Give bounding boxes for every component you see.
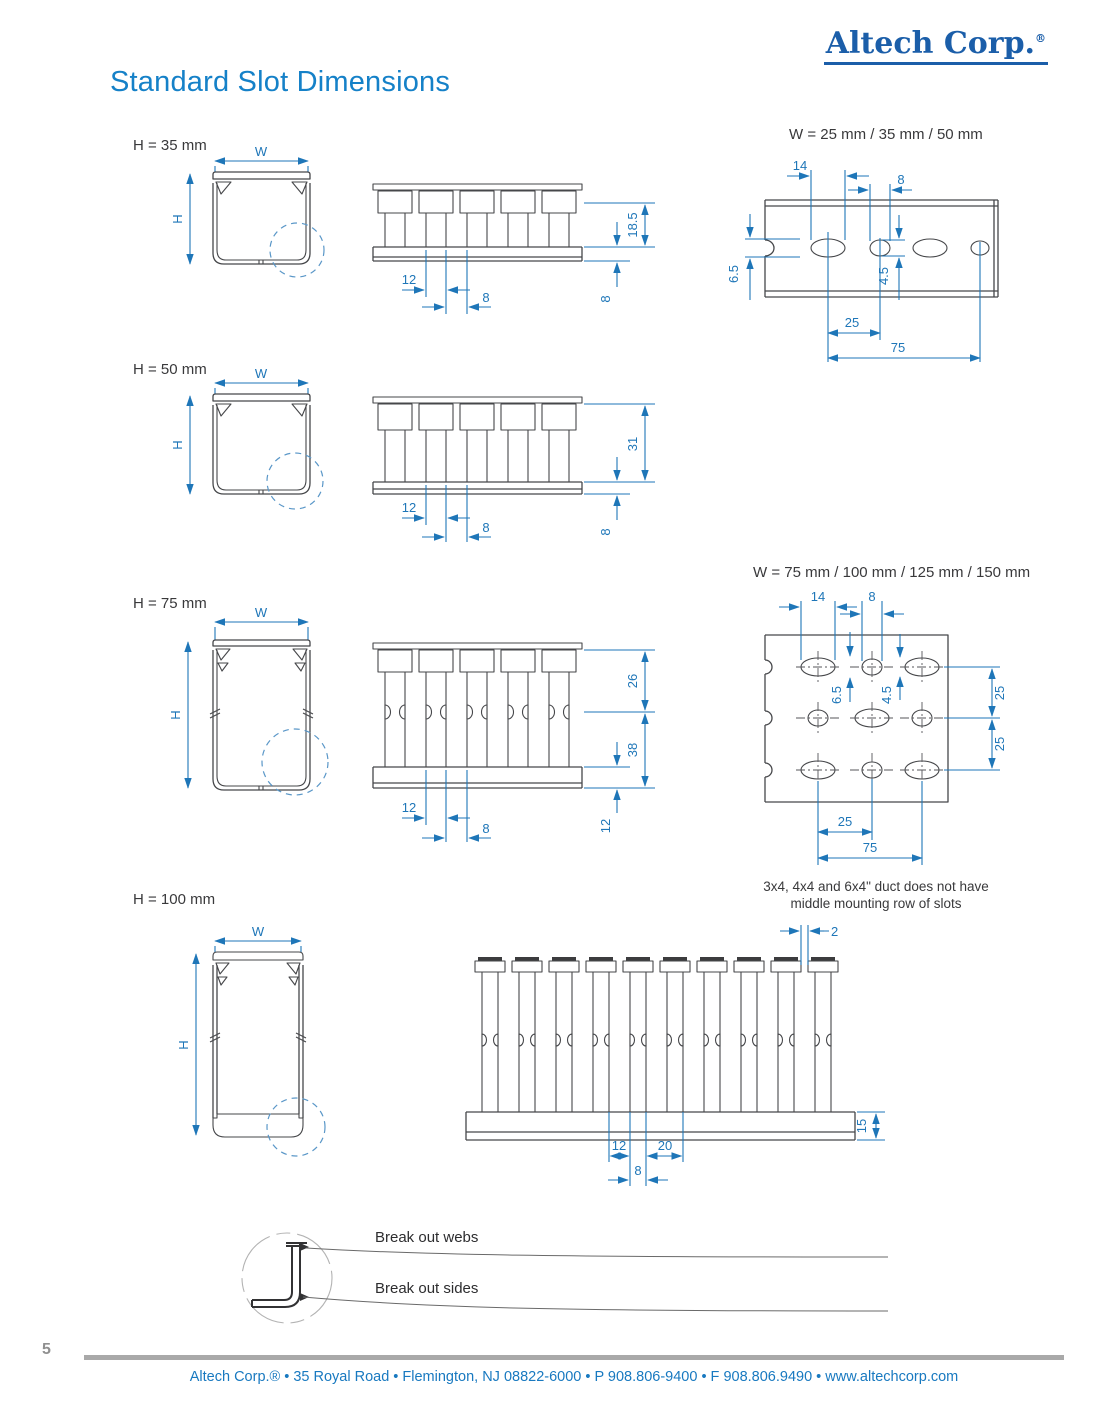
breakout-sides-label: Break out sides [375, 1280, 479, 1297]
logo [824, 22, 1048, 65]
section-label-h100: H = 100 mm [133, 891, 216, 908]
dim-base-height: 15 [854, 1118, 869, 1134]
dim-pitch: 20 [657, 1138, 673, 1153]
dim-depth: 31 [625, 436, 640, 452]
dim-small-slot-width: 4.5 [879, 685, 894, 705]
h100-side-view [466, 924, 885, 1186]
h-label: H [176, 1040, 191, 1050]
dim-pitch: 12 [401, 800, 417, 815]
dim-base: 8 [598, 528, 613, 536]
rail-small-top-view [726, 158, 998, 362]
dim-small-slot-length: 8 [897, 172, 905, 187]
dim-row-pitch-2: 25 [992, 736, 1007, 752]
dim-col-pitch: 25 [837, 814, 853, 829]
plate-note [752, 878, 1000, 912]
w-label: W [254, 144, 268, 159]
dim-span: 75 [890, 340, 906, 355]
plate-note-line1: 3x4, 4x4 and 6x4" duct does not have [763, 879, 989, 894]
dim-slot-width: 6.5 [726, 264, 741, 284]
dim-base: 12 [598, 818, 613, 834]
h75-cross-section [168, 605, 328, 795]
page-number: 5 [42, 1341, 51, 1358]
detail-circle [262, 729, 328, 795]
rail-small-title: W = 25 mm / 35 mm / 50 mm [789, 126, 983, 143]
h35-cross-section [170, 144, 324, 277]
dim-row-pitch-1: 25 [992, 685, 1007, 701]
logo-text: Altech Corp. [825, 26, 1035, 61]
footer-contact-line: Altech Corp.® • 35 Royal Road • Flemington, NJ 08822-6000 • P 908.806-9400 • F 908.806.9490 • www.altechcorp.com [189, 1369, 959, 1385]
section-label-h35: H = 35 mm [133, 137, 207, 154]
h-label: H [168, 710, 183, 720]
detail-circle [267, 453, 323, 509]
h50-cross-section [170, 366, 323, 509]
breakout-detail [242, 1229, 888, 1323]
dim-finger: 8 [634, 1163, 642, 1178]
dim-slot: 8 [482, 821, 490, 836]
w-label: W [254, 605, 268, 620]
dim-upper: 26 [625, 673, 640, 689]
breakout-webs-label: Break out webs [375, 1229, 479, 1246]
h75-side-view [373, 643, 655, 842]
dim-pitch: 25 [844, 315, 860, 330]
h50-side-view [373, 397, 655, 542]
detail-circle [267, 1098, 325, 1156]
dim-small-slot-width: 4.5 [876, 266, 891, 286]
w-label: W [254, 366, 268, 381]
plate-large-top-view [765, 589, 1007, 865]
plate-note-line2: middle mounting row of slots [790, 896, 962, 911]
w-label: W [251, 924, 265, 939]
dim-col-span: 75 [862, 840, 878, 855]
section-label-h50: H = 50 mm [133, 361, 207, 378]
dim-base: 8 [598, 295, 613, 303]
rail-large-title: W = 75 mm / 100 mm / 125 mm / 150 mm [753, 564, 1031, 581]
dim-slot: 8 [482, 520, 490, 535]
dim-slot-width: 6.5 [829, 685, 844, 705]
dim-slot-length: 14 [792, 158, 808, 173]
page-title: Standard Slot Dimensions [110, 66, 451, 98]
detail-circle [270, 223, 324, 277]
dim-small-slot-length: 8 [868, 589, 876, 604]
dim-depth: 18.5 [625, 212, 640, 238]
dim-slot-length: 14 [810, 589, 826, 604]
h35-side-view [373, 184, 655, 314]
h-label: H [170, 214, 185, 224]
dim-pitch: 12 [401, 272, 417, 287]
dim-slot: 8 [482, 290, 490, 305]
logo-registered-mark: ® [1035, 32, 1046, 45]
dim-pitch: 12 [401, 500, 417, 515]
h-label: H [170, 440, 185, 450]
h100-cross-section [176, 924, 325, 1156]
section-label-h75: H = 75 mm [133, 595, 207, 612]
dim-lower: 38 [625, 742, 640, 758]
footer-divider-bar [84, 1355, 1064, 1360]
dim-cap-gap: 2 [831, 924, 839, 939]
dim-slot: 12 [611, 1138, 627, 1153]
